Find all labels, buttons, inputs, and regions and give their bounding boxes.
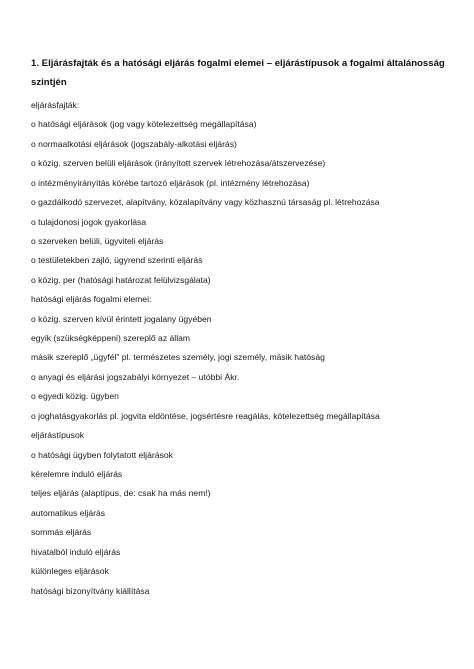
document-line: o egyedi közig. ügyben [31,391,119,402]
document-line: o tulajdonosi jogok gyakorlása [31,216,147,227]
document-line: hatósági eljárás fogalmi elemei: [31,294,152,305]
document-line: másik szereplő „ügyfél” pl. természetes személy, jogi személy, másik hatóság [31,352,325,363]
document-line: kérelemre induló eljárás [31,469,123,480]
document-line: o közig. szerven kívül érintett jogalany ügyében [31,313,212,324]
document-line: o hatósági eljárások (jog vagy kötelezettség megállapítása) [31,119,257,130]
document-line: eljárásfajták: [31,100,80,110]
document-line: o anyagi és eljárási jogszabályi környezet – utóbbi Ákr. [31,371,240,382]
document-line: hivatalból induló eljárás [31,546,121,557]
document-line: sommás eljárás [31,527,92,538]
document-line: különleges eljárások [31,566,109,577]
document-line: o gazdálkodó szervezet, alapítvány, közalapítvány vagy közhasznú társaság pl. létrehozása [31,197,380,208]
document-lines [31,96,461,601]
document-line: o közig. per (hatósági határozat felülvizsgálata) [31,274,211,285]
document-line: o testületekben zajló, ügyrend szerinti eljárás [31,255,203,266]
document-line: egyik (szükségképpeni) szereplő az állam [31,333,191,344]
document-line: o közig. szerven belüli eljárások (irányított szervek létrehozása/átszervezése) [31,158,326,169]
document-line: o normaalkotási eljárások (jogszabály-alkotási eljárás) [31,138,237,149]
document-line: eljárástípusok [31,430,85,441]
document-line: hatósági bizonyítvány kiállítása [31,585,150,596]
document-line: o szerveken belüli, ügyviteli eljárás [31,235,164,246]
document-line: o hatósági ügyben folytatott eljárások [31,449,173,460]
document-line: o joghatásgyakorlás pl. jogvita eldöntése, jogsértésre reagálás, kötelezettség megállapítása [31,410,380,421]
document-line: teljes eljárás (alaptípus, de: csak ha más nem!) [31,488,211,499]
document-line: o intézményirányítás körébe tartozó eljárások (pl. intézmény létrehozása) [31,177,310,188]
document-line: automatikus eljárás [31,507,106,518]
document-heading: 1. Eljárásfajták és a hatósági eljárás fogalmi elemei – eljárástípusok a fogalmi általánosság szintjén [31,58,445,88]
